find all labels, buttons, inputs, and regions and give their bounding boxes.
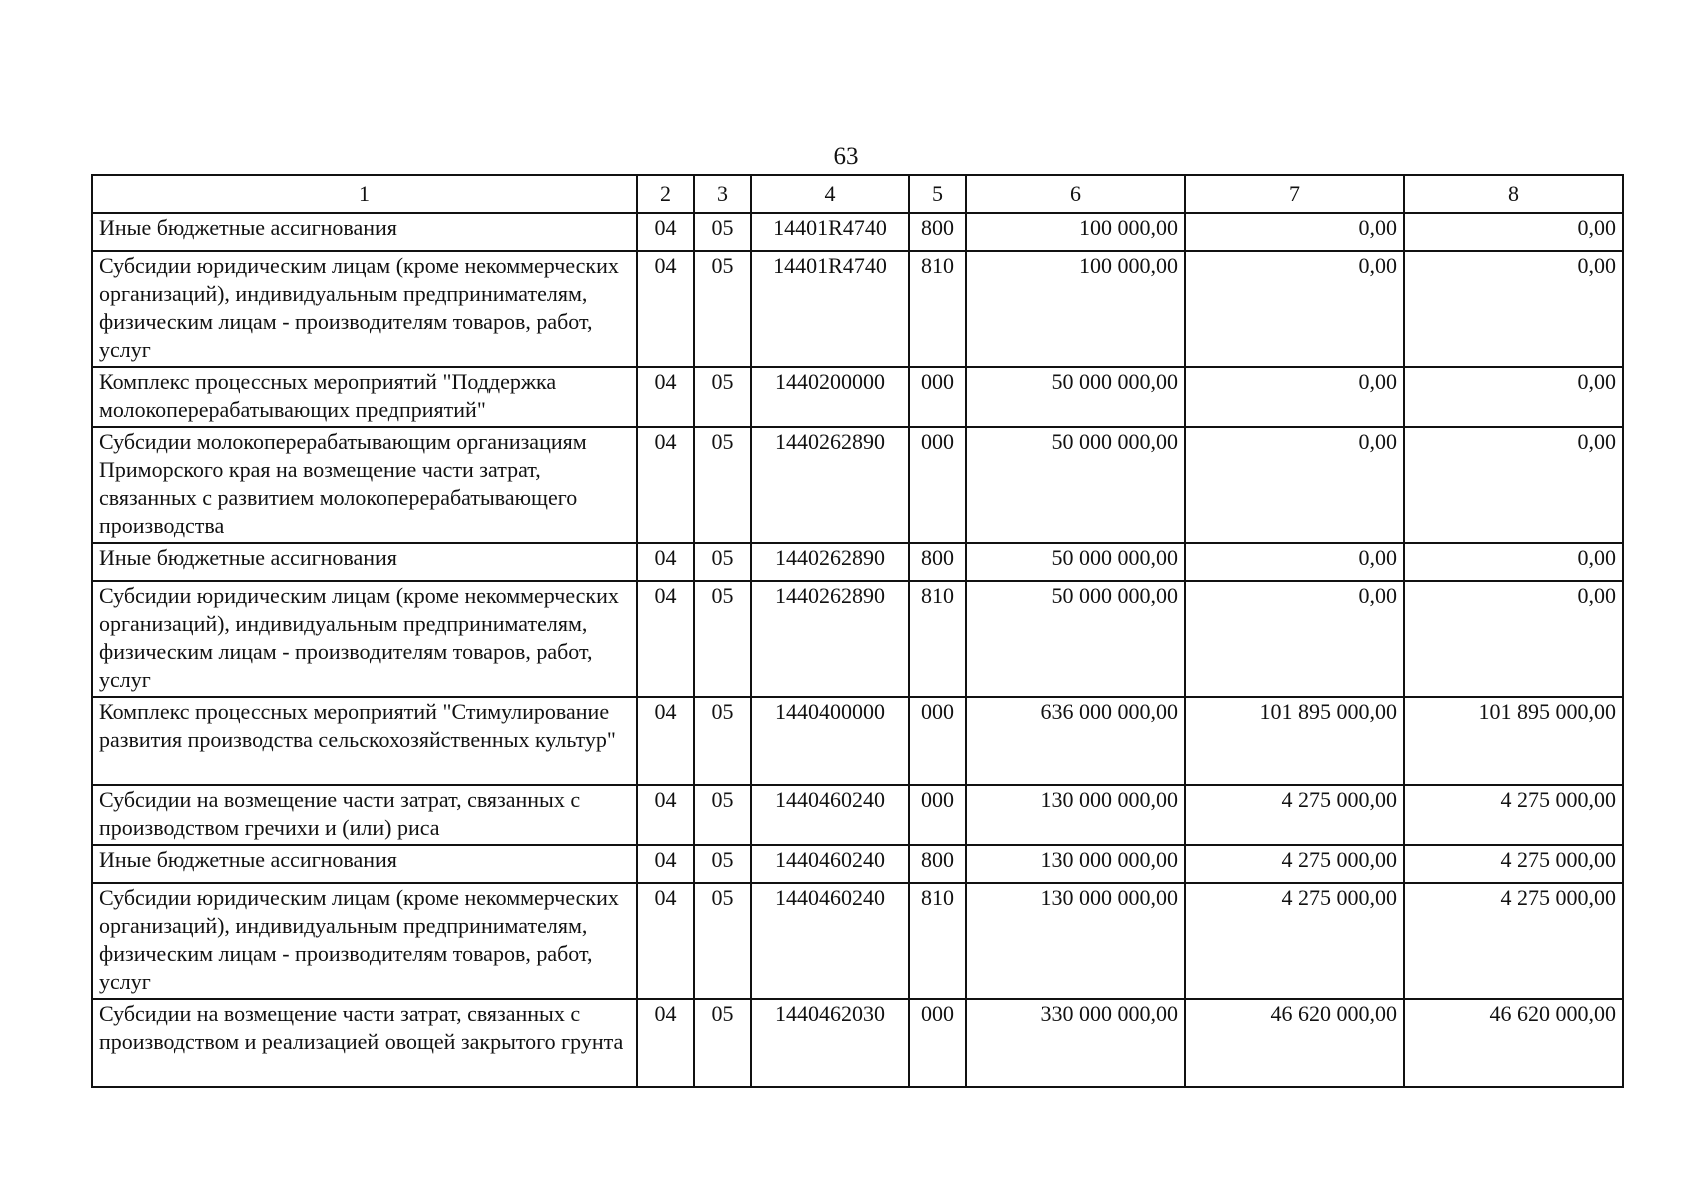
row-section: 04: [637, 543, 694, 581]
row-expense-type: 810: [909, 581, 966, 697]
header-cell-8: 8: [1404, 175, 1623, 213]
row-amount-6: 50 000 000,00: [966, 581, 1185, 697]
row-target-code: 1440460240: [751, 845, 909, 883]
table-row: [92, 367, 1623, 427]
row-target-code: 1440262890: [751, 427, 909, 543]
row-target-code: 14401R4740: [751, 251, 909, 367]
row-target-code: 1440262890: [751, 543, 909, 581]
row-subsection: 05: [694, 213, 751, 251]
row-amount-7: 101 895 000,00: [1185, 697, 1404, 785]
header-cell-7: 7: [1185, 175, 1404, 213]
row-section: 04: [637, 845, 694, 883]
header-row: [92, 175, 1623, 213]
row-amount-7: 4 275 000,00: [1185, 785, 1404, 845]
header-cell-5: 5: [909, 175, 966, 213]
row-section: 04: [637, 697, 694, 785]
row-name: Субсидии юридическим лицам (кроме некоммерческих организаций), индивидуальным предпринимателям, физическим лицам - производителям товаров, работ, услуг: [92, 251, 637, 367]
row-target-code: 14401R4740: [751, 213, 909, 251]
row-target-code: 1440460240: [751, 883, 909, 999]
row-name: Субсидии на возмещение части затрат, связанных с производством и реализацией овощей закрытого грунта: [92, 999, 637, 1087]
row-amount-7: 0,00: [1185, 213, 1404, 251]
row-amount-8: 0,00: [1404, 251, 1623, 367]
table-row: [92, 213, 1623, 251]
row-subsection: 05: [694, 999, 751, 1087]
row-amount-8: 4 275 000,00: [1404, 785, 1623, 845]
row-section: 04: [637, 367, 694, 427]
table-row: [92, 883, 1623, 999]
budget-table: [91, 174, 1624, 1088]
row-amount-6: 50 000 000,00: [966, 543, 1185, 581]
row-name: Субсидии молокоперерабатывающим организациям Приморского края на возмещение части затрат, связанных с развитием молокоперерабатывающего производства: [92, 427, 637, 543]
row-amount-8: 101 895 000,00: [1404, 697, 1623, 785]
row-amount-6: 130 000 000,00: [966, 845, 1185, 883]
row-target-code: 1440200000: [751, 367, 909, 427]
row-amount-8: 0,00: [1404, 581, 1623, 697]
row-target-code: 1440462030: [751, 999, 909, 1087]
row-expense-type: 810: [909, 251, 966, 367]
row-subsection: 05: [694, 883, 751, 999]
row-expense-type: 800: [909, 213, 966, 251]
table-row: [92, 697, 1623, 785]
header-cell-2: 2: [637, 175, 694, 213]
row-subsection: 05: [694, 427, 751, 543]
row-name: Комплекс процессных мероприятий "Стимулирование развития производства сельскохозяйственных культур": [92, 697, 637, 785]
row-section: 04: [637, 883, 694, 999]
row-amount-7: 0,00: [1185, 543, 1404, 581]
row-expense-type: 000: [909, 697, 966, 785]
row-amount-8: 0,00: [1404, 543, 1623, 581]
row-section: 04: [637, 785, 694, 845]
row-expense-type: 800: [909, 845, 966, 883]
row-amount-6: 50 000 000,00: [966, 427, 1185, 543]
row-subsection: 05: [694, 785, 751, 845]
row-expense-type: 000: [909, 785, 966, 845]
row-name: Субсидии на возмещение части затрат, связанных с производством гречихи и (или) риса: [92, 785, 637, 845]
page-number: 63: [833, 143, 859, 170]
row-target-code: 1440400000: [751, 697, 909, 785]
row-name: Иные бюджетные ассигнования: [92, 543, 637, 581]
row-amount-6: 636 000 000,00: [966, 697, 1185, 785]
row-amount-7: 4 275 000,00: [1185, 845, 1404, 883]
table-row: [92, 251, 1623, 367]
row-amount-6: 130 000 000,00: [966, 883, 1185, 999]
row-subsection: 05: [694, 845, 751, 883]
row-amount-7: 0,00: [1185, 367, 1404, 427]
row-expense-type: 000: [909, 367, 966, 427]
row-amount-7: 0,00: [1185, 427, 1404, 543]
row-amount-6: 50 000 000,00: [966, 367, 1185, 427]
table-row: [92, 543, 1623, 581]
row-amount-8: 0,00: [1404, 367, 1623, 427]
row-section: 04: [637, 213, 694, 251]
row-name: Субсидии юридическим лицам (кроме некоммерческих организаций), индивидуальным предпринимателям, физическим лицам - производителям товаров, работ, услуг: [92, 581, 637, 697]
table-row: [92, 845, 1623, 883]
row-expense-type: 810: [909, 883, 966, 999]
row-amount-7: 46 620 000,00: [1185, 999, 1404, 1087]
row-subsection: 05: [694, 251, 751, 367]
row-name: Иные бюджетные ассигнования: [92, 845, 637, 883]
row-expense-type: 000: [909, 999, 966, 1087]
row-expense-type: 800: [909, 543, 966, 581]
header-cell-3: 3: [694, 175, 751, 213]
row-amount-7: 0,00: [1185, 581, 1404, 697]
row-subsection: 05: [694, 543, 751, 581]
row-amount-6: 330 000 000,00: [966, 999, 1185, 1087]
row-amount-7: 0,00: [1185, 251, 1404, 367]
row-target-code: 1440460240: [751, 785, 909, 845]
row-subsection: 05: [694, 697, 751, 785]
row-name: Субсидии юридическим лицам (кроме некоммерческих организаций), индивидуальным предпринимателям, физическим лицам - производителям товаров, работ, услуг: [92, 883, 637, 999]
row-name: Иные бюджетные ассигнования: [92, 213, 637, 251]
header-cell-1: 1: [92, 175, 637, 213]
row-expense-type: 000: [909, 427, 966, 543]
row-amount-6: 100 000,00: [966, 213, 1185, 251]
row-name: Комплекс процессных мероприятий "Поддержка молокоперерабатывающих предприятий": [92, 367, 637, 427]
row-amount-8: 0,00: [1404, 427, 1623, 543]
table-row: [92, 999, 1623, 1087]
header-cell-6: 6: [966, 175, 1185, 213]
row-amount-7: 4 275 000,00: [1185, 883, 1404, 999]
row-target-code: 1440262890: [751, 581, 909, 697]
table-row: [92, 427, 1623, 543]
header-cell-4: 4: [751, 175, 909, 213]
row-section: 04: [637, 427, 694, 543]
row-section: 04: [637, 251, 694, 367]
row-amount-8: 0,00: [1404, 213, 1623, 251]
table-row: [92, 581, 1623, 697]
row-amount-8: 4 275 000,00: [1404, 845, 1623, 883]
row-section: 04: [637, 999, 694, 1087]
row-amount-8: 46 620 000,00: [1404, 999, 1623, 1087]
row-amount-6: 130 000 000,00: [966, 785, 1185, 845]
table-row: [92, 785, 1623, 845]
row-subsection: 05: [694, 581, 751, 697]
row-section: 04: [637, 581, 694, 697]
row-subsection: 05: [694, 367, 751, 427]
row-amount-8: 4 275 000,00: [1404, 883, 1623, 999]
row-amount-6: 100 000,00: [966, 251, 1185, 367]
